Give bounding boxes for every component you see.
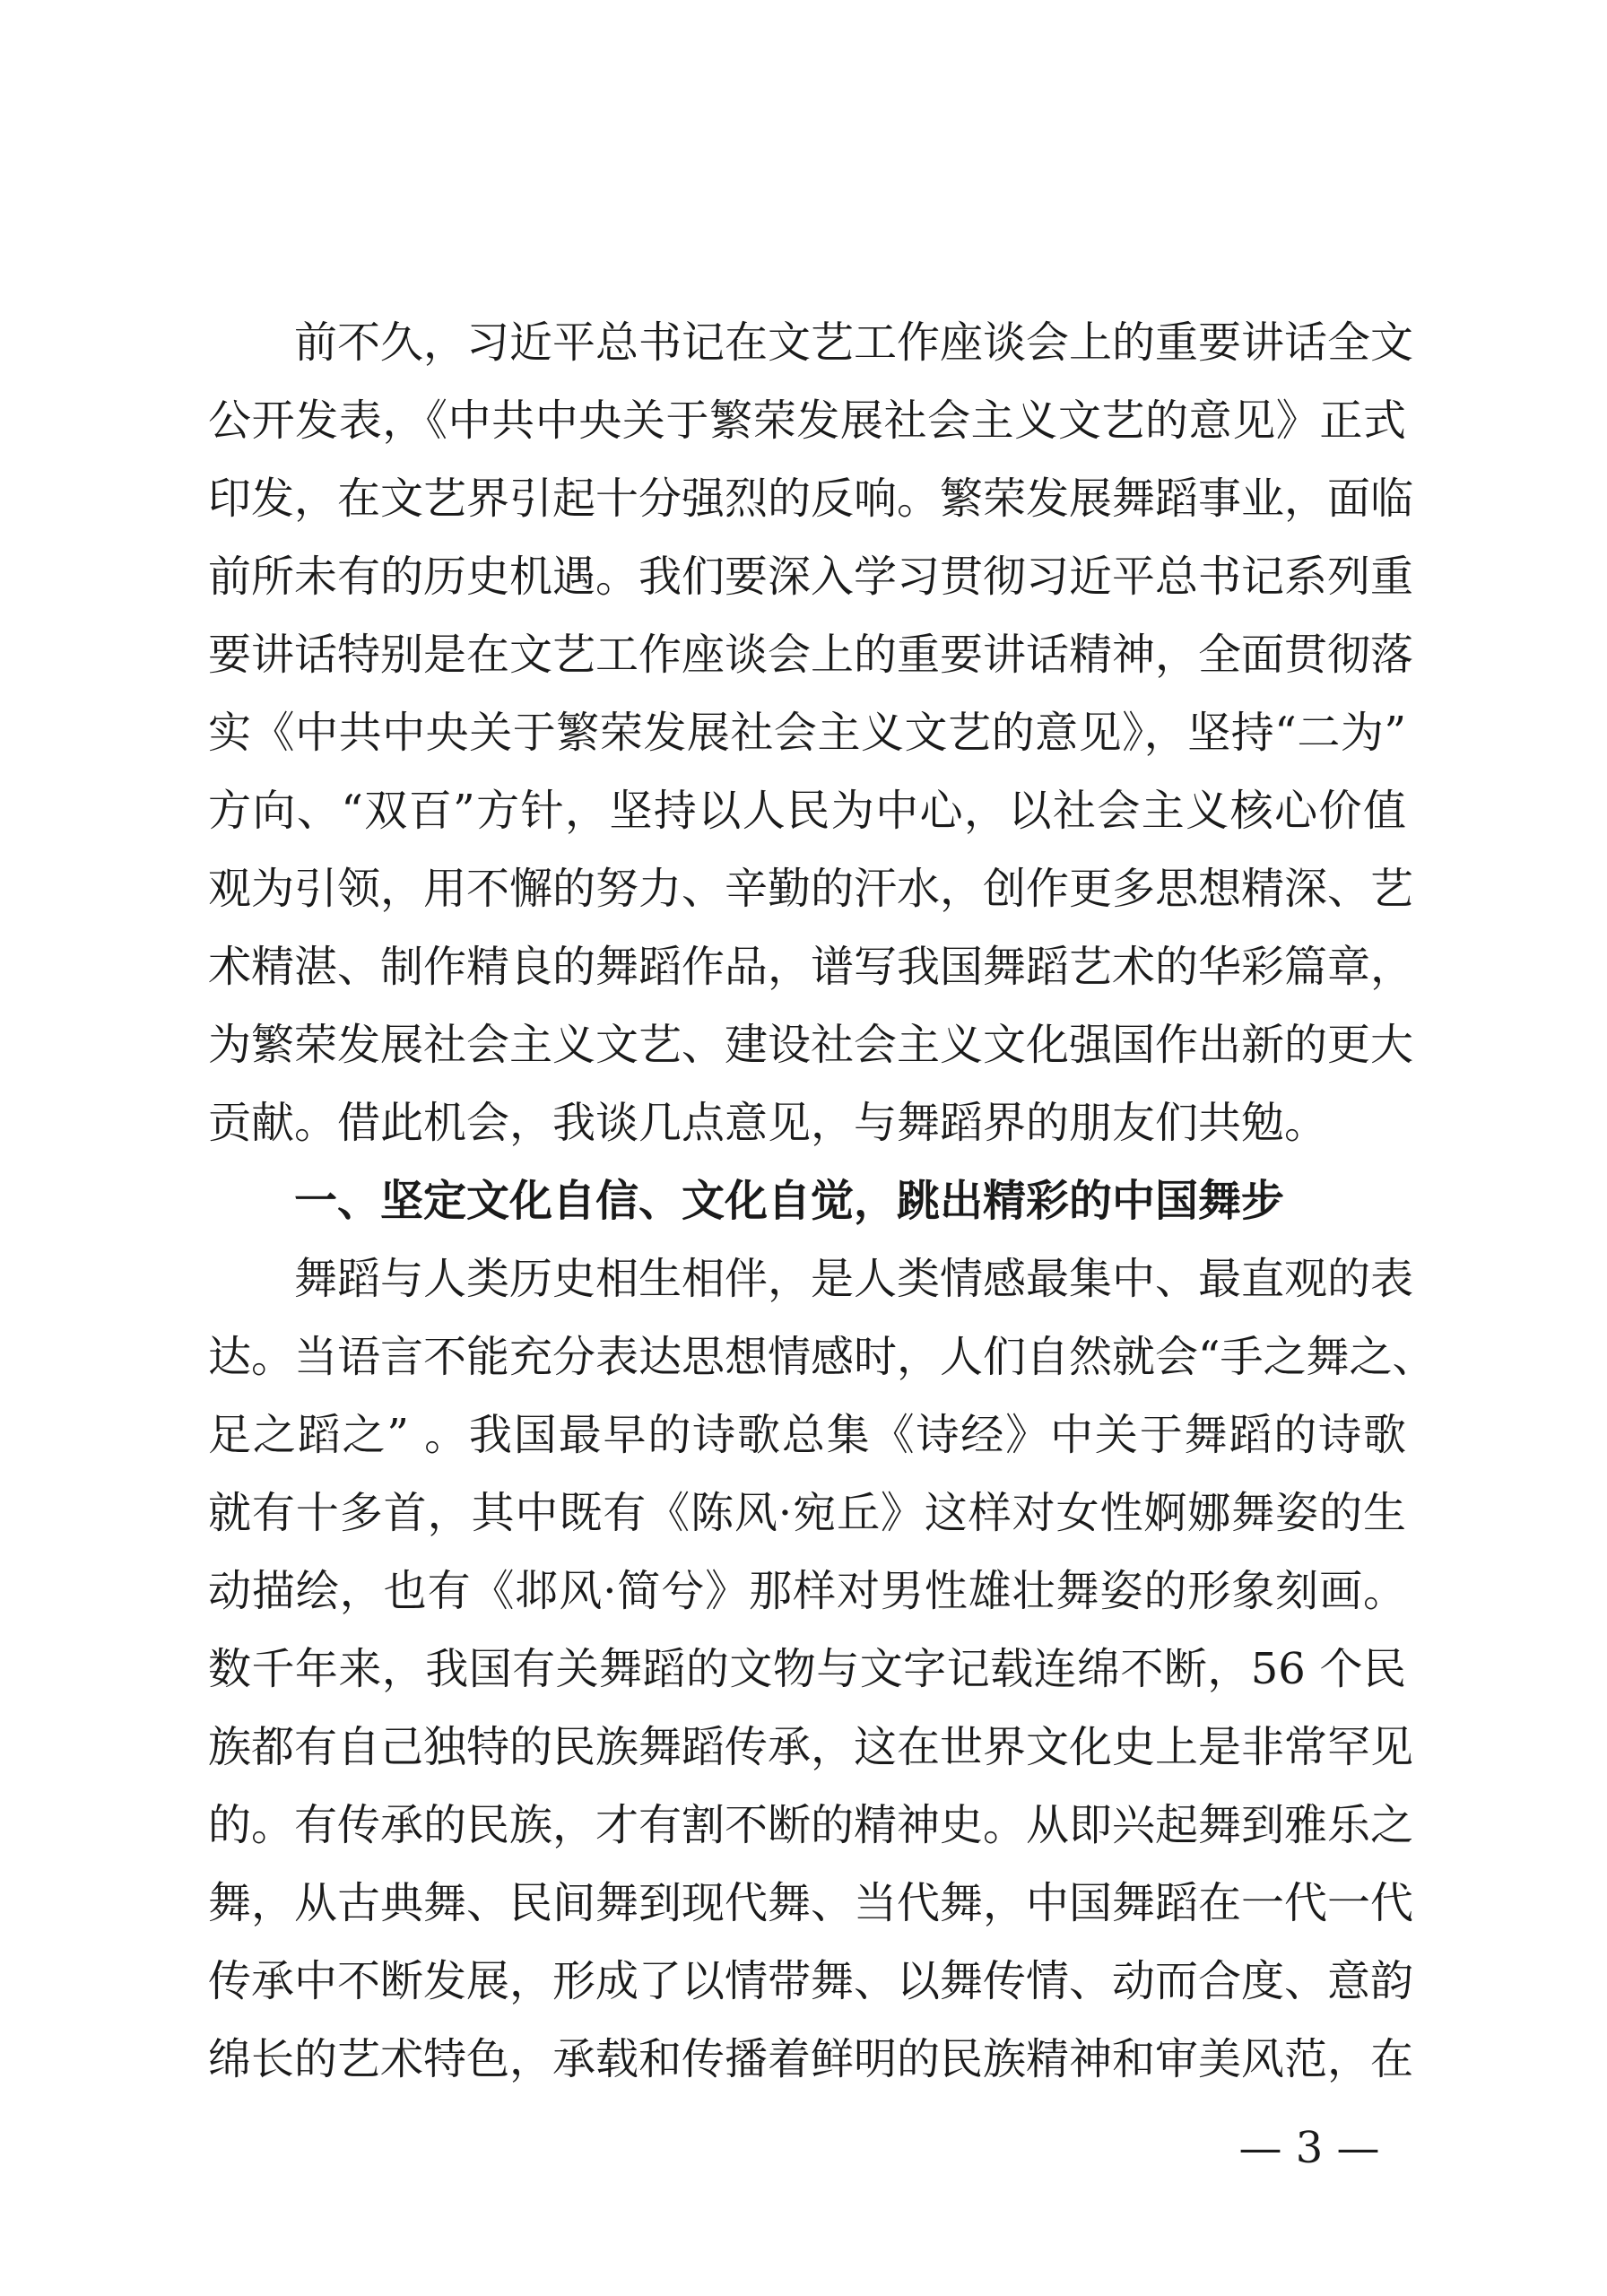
paragraph-1-line-3: 印发，在文艺界引起十分强烈的反响。繁荣发展舞蹈事业，面临 — [208, 474, 1414, 524]
paragraph-1-line-2: 公开发表，《中共中央关于繁荣发展社会主义文艺的意见》正式 — [208, 396, 1406, 446]
paragraph-2-line-4: 就有十多首，其中既有《陈风·宛丘》这样对女性婀娜舞姿的生 — [208, 1488, 1406, 1538]
paragraph-2-line-7: 族都有自己独特的民族舞蹈传承，这在世界文化史上是非常罕见 — [208, 1722, 1414, 1772]
paragraph-2-line-2: 达。当语言不能充分表达思想情感时，人们自然就会“手之舞之、 — [208, 1332, 1436, 1382]
paragraph-2-line-11: 绵长的艺术特色，承载和传播着鲜明的民族精神和审美风范，在 — [208, 2034, 1414, 2084]
paragraph-1-line-8: 观为引领，用不懈的努力、辛勤的汗水，创作更多思想精深、艺 — [208, 864, 1414, 914]
paragraph-1-line-5: 要讲话特别是在文艺工作座谈会上的重要讲话精神，全面贯彻落 — [208, 630, 1414, 680]
paragraph-2-line-1: 舞蹈与人类历史相生相伴，是人类情感最集中、最直观的表 — [294, 1254, 1414, 1304]
page-number: — 3 — — [1238, 2123, 1380, 2173]
paragraph-2-line-8: 的。有传承的民族，才有割不断的精神史。从即兴起舞到雅乐之 — [208, 1800, 1414, 1850]
paragraph-1-line-11: 贡献。借此机会，我谈几点意见，与舞蹈界的朋友们共勉。 — [208, 1098, 1328, 1148]
paragraph-1-line-6: 实《中共中央关于繁荣发展社会主义文艺的意见》，坚持“二为” — [208, 708, 1406, 758]
paragraph-1-line-7: 方向、“双百”方针，坚持以人民为中心，以社会主义核心价值 — [208, 786, 1406, 836]
paragraph-1-line-10: 为繁荣发展社会主义文艺、建设社会主义文化强国作出新的更大 — [208, 1020, 1414, 1070]
paragraph-2-line-3: 足之蹈之” 。我国最早的诗歌总集《诗经》中关于舞蹈的诗歌 — [208, 1410, 1406, 1460]
section-heading: 一、坚定文化自信、文化自觉，跳出精彩的中国舞步 — [294, 1176, 1285, 1226]
paragraph-2-line-10: 传承中不断发展，形成了以情带舞、以舞传情、动而合度、意韵 — [208, 1956, 1414, 2006]
paragraph-2-line-6: 数千年来，我国有关舞蹈的文物与文字记载连绵不断，56 个民 — [208, 1644, 1406, 1694]
paragraph-1-line-4: 前所未有的历史机遇。我们要深入学习贯彻习近平总书记系列重 — [208, 552, 1414, 602]
paragraph-1-line-9: 术精湛、制作精良的舞蹈作品，谱写我国舞蹈艺术的华彩篇章， — [208, 942, 1414, 992]
paragraph-2-line-9: 舞，从古典舞、民间舞到现代舞、当代舞，中国舞蹈在一代一代 — [208, 1878, 1414, 1928]
paragraph-1-line-1: 前不久，习近平总书记在文艺工作座谈会上的重要讲话全文 — [294, 317, 1414, 368]
paragraph-2-line-5: 动描绘，也有《邶风·简兮》那样对男性雄壮舞姿的形象刻画。 — [208, 1566, 1406, 1616]
